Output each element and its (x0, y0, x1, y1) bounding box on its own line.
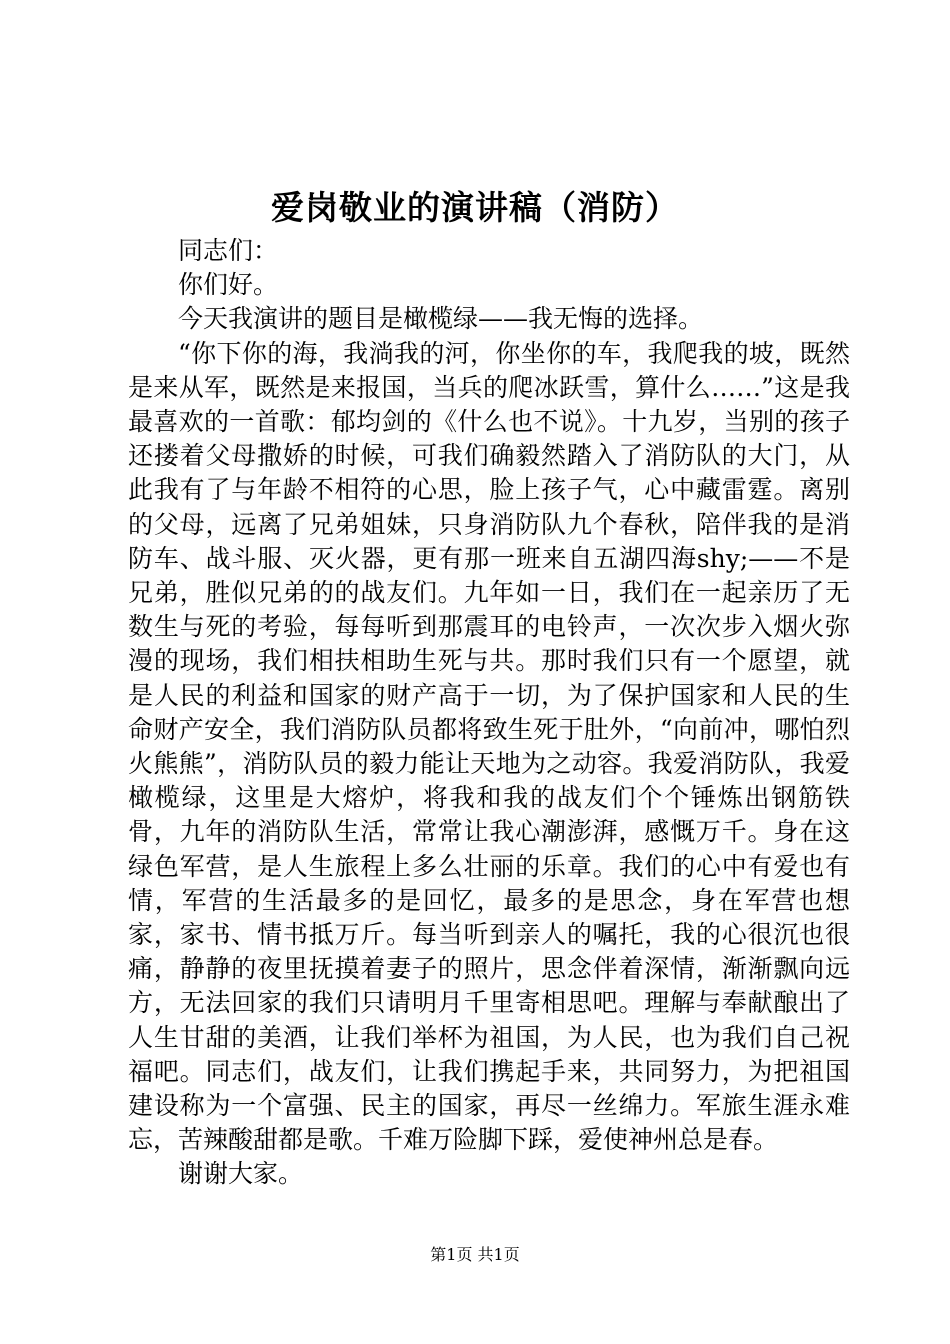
salutation-paragraph: 同志们： (178, 236, 279, 265)
greeting-paragraph: 你们好。 (178, 270, 279, 300)
document-body (128, 234, 850, 1192)
main-paragraph: “你下你的海，我淌我的河，你坐你的车，我爬我的坡，既然是来从军，既然是来报国，当兵的爬冰跃雪，算什么……”这是我最喜欢的一首歌：郁均剑的《什么也不说》。十九岁，当别的孩子还搂着父母撒娇的时候，可我们确毅然踏入了消防队的大门，从此我有了与年龄不相符的心思，脸上孩子气，心中藏雷霆。离别的父母，远离了兄弟姐妹，只身消防队九个春秋，陪伴我的是消防车、战斗服、灭火器，更有那一班来自五湖四海shy;——不是兄弟，胜似兄弟的的战友们。九年如一日，我们在一起亲历了无数生与死的考验，每每听到那震耳的电铃声，一次次步入烟火弥漫的现场，我们相扶相助生死与共。那时我们只有一个愿望，就是人民的利益和国家的财产高于一切，为了保护国家和人民的生命财产安全，我们消防队员都将致生死于肚外，“向前冲，哪怕烈火熊熊”，消防队员的毅力能让天地为之动容。我爱消防队，我爱橄榄绿，这里是大熔炉，将我和我的战友们个个锤炼出钢筋铁骨，九年的消防队生活，常常让我心潮澎湃，感慨万千。身在这绿色军营，是人生旅程上多么壮丽的乐章。我们的心中有爱也有情，军营的生活最多的是回忆，最多的是思念，身在军营也想家，家书、情书抵万斤。每当听到亲人的嘱托，我的心很沉也很痛，静静的夜里抚摸着妻子的照片，思念伴着深情，渐渐飘向远方，无法回家的我们只请明月千里寄相思吧。理解与奉献酿出了人生甘甜的美酒，让我们举杯为祖国，为人民，也为我们自己祝福吧。同志们，战友们，让我们携起手来，共同努力，为把祖国建设称为一个富强、民主的国家，再尽一丝绵力。军旅生涯永难忘，苦辣酸甜都是歌。千难万险脚下踩，爱使神州总是春。 (128, 338, 850, 1155)
topic-paragraph: 今天我演讲的题目是橄榄绿——我无悔的选择。 (178, 304, 704, 334)
page-footer: 第1页 共1页 (430, 1245, 520, 1264)
closing-paragraph: 谢谢大家。 (178, 1159, 304, 1189)
document-title: 爱岗敬业的演讲稿（消防） (271, 188, 679, 227)
